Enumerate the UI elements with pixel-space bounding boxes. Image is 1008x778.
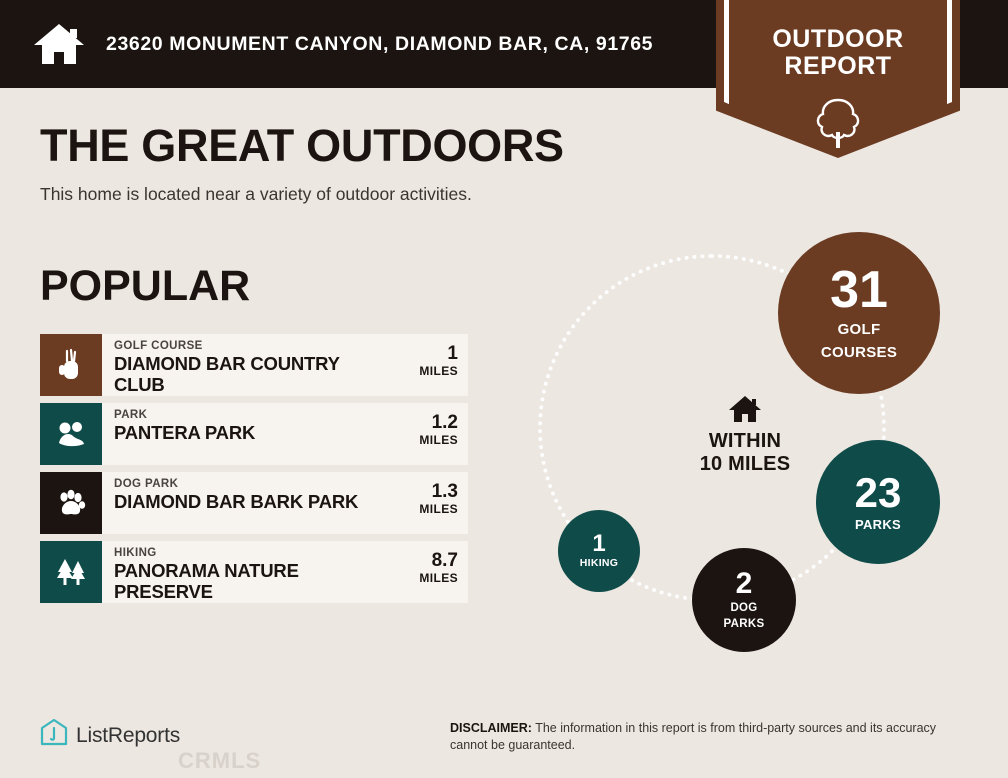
list-item-name: DIAMOND BAR BARK PARK <box>114 490 359 512</box>
property-address: 23620 MONUMENT CANYON, DIAMOND BAR, CA, 91765 <box>106 32 654 55</box>
page-subtitle: This home is located near a variety of outdoor activities. <box>40 184 472 204</box>
badge-title-line2: REPORT <box>784 52 892 80</box>
trees-icon <box>40 541 102 603</box>
listreports-logo-text: ListReports <box>76 723 181 747</box>
distance-unit: MILES <box>419 570 458 585</box>
home-icon <box>660 394 830 424</box>
distance-value: 1.3 <box>431 481 458 502</box>
bubble-label-line1: GOLF <box>837 321 881 339</box>
list-item-name: PANORAMA NATURE PRESERVE <box>114 559 299 602</box>
home-icon <box>32 21 86 67</box>
distance-unit: MILES <box>419 432 458 447</box>
listreports-logo-icon <box>40 718 68 753</box>
disclaimer <box>450 720 950 754</box>
diagram-center-label <box>660 394 830 476</box>
listreports-logo[interactable] <box>40 718 180 753</box>
list-item-text <box>102 541 388 603</box>
list-item-name: DIAMOND BAR COUNTRY CLUB <box>114 352 340 395</box>
popular-list <box>40 334 468 610</box>
list-item[interactable] <box>40 541 468 603</box>
bubble-count: 31 <box>830 261 888 320</box>
list-item-distance <box>388 334 468 396</box>
bubble-hiking[interactable] <box>558 510 640 592</box>
bubble-label-line1: HIKING <box>579 557 619 570</box>
badge-title-line1: OUTDOOR <box>772 25 904 53</box>
list-item[interactable] <box>40 334 468 396</box>
bubble-count: 23 <box>854 468 902 516</box>
bubble-label-line2: PARKS <box>723 618 765 630</box>
bubble-count: 2 <box>735 567 753 601</box>
distance-value: 1.2 <box>431 412 458 433</box>
badge-title <box>724 26 952 80</box>
page-title: THE GREAT OUTDOORS <box>40 120 564 171</box>
tree-icon <box>812 96 864 150</box>
distance-unit: MILES <box>419 363 458 378</box>
list-item-text <box>102 334 388 396</box>
list-item[interactable] <box>40 403 468 465</box>
distance-unit: MILES <box>419 501 458 516</box>
crmls-watermark: CRMLS <box>178 748 262 773</box>
distance-value: 8.7 <box>431 550 458 571</box>
list-item-text <box>102 472 388 534</box>
bubble-label-line1: PARKS <box>854 516 902 532</box>
list-item-distance <box>388 403 468 465</box>
bubble-count: 1 <box>592 530 606 558</box>
list-item-category: HIKING <box>114 547 157 559</box>
within-line1: WITHIN <box>708 430 782 452</box>
section-title-popular: POPULAR <box>40 262 251 310</box>
bubble-label-line1: DOG <box>730 602 758 615</box>
paw-icon <box>40 472 102 534</box>
list-item-category: DOG PARK <box>114 478 179 490</box>
distance-value: 1 <box>447 343 458 364</box>
bubble-parks[interactable] <box>816 440 940 564</box>
list-item-distance <box>388 541 468 603</box>
list-item-name: PANTERA PARK <box>114 421 256 443</box>
list-item-category: GOLF COURSE <box>114 340 203 352</box>
within-10-miles-diagram <box>500 232 990 672</box>
list-item-text <box>102 403 388 465</box>
disclaimer-label: DISCLAIMER: <box>450 721 532 735</box>
bubble-dog-parks[interactable] <box>692 548 796 652</box>
list-item-category: PARK <box>114 409 148 421</box>
golf-bag-icon <box>40 334 102 396</box>
list-item-distance <box>388 472 468 534</box>
bubble-label-line2: COURSES <box>820 344 898 361</box>
bubble-golf-courses[interactable] <box>778 232 940 394</box>
disclaimer-text: The information in this report is from third-party sources and its accuracy cannot be guaranteed. <box>450 721 937 752</box>
list-item[interactable] <box>40 472 468 534</box>
within-line2: 10 MILES <box>699 453 791 475</box>
park-icon <box>40 403 102 465</box>
